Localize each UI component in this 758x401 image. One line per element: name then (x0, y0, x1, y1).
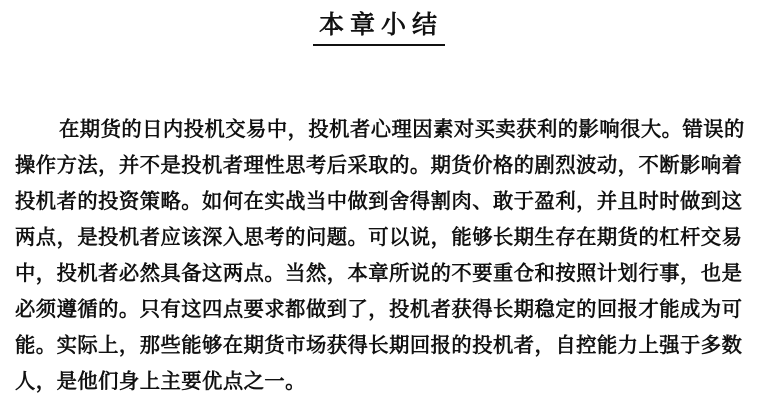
paragraph-line-5: 中，投机者必然具备这两点。当然，本章所说的不要重仓和按照计划行事，也是 (15, 261, 743, 285)
title-wrapper (0, 10, 758, 46)
paragraph-line-7: 能。实际上，那些能够在期货市场获得长期回报的投机者，自控能力上强于多数 (15, 333, 743, 357)
summary-paragraph (15, 111, 750, 399)
section-title: 本章小结 (313, 10, 445, 46)
paragraph-line-6: 必须遵循的。只有这四点要求都做到了，投机者获得长期稳定的回报才能成为可 (15, 297, 743, 321)
paragraph-line-1: 在期货的日内投机交易中，投机者心理因素对买卖获利的影响很大。错误的 (59, 117, 745, 141)
paragraph-line-4: 两点，是投机者应该深入思考的问题。可以说，能够长期生存在期货的杠杆交易 (15, 225, 743, 249)
paragraph-line-8: 人，是他们身上主要优点之一。 (15, 369, 306, 393)
paragraph-line-3: 投机者的投资策略。如何在实战当中做到舍得割肉、敢于盈利，并且时时做到这 (15, 189, 743, 213)
paragraph-line-2: 操作方法，并不是投机者理性思考后采取的。期货价格的剧烈波动，不断影响着 (15, 153, 743, 177)
